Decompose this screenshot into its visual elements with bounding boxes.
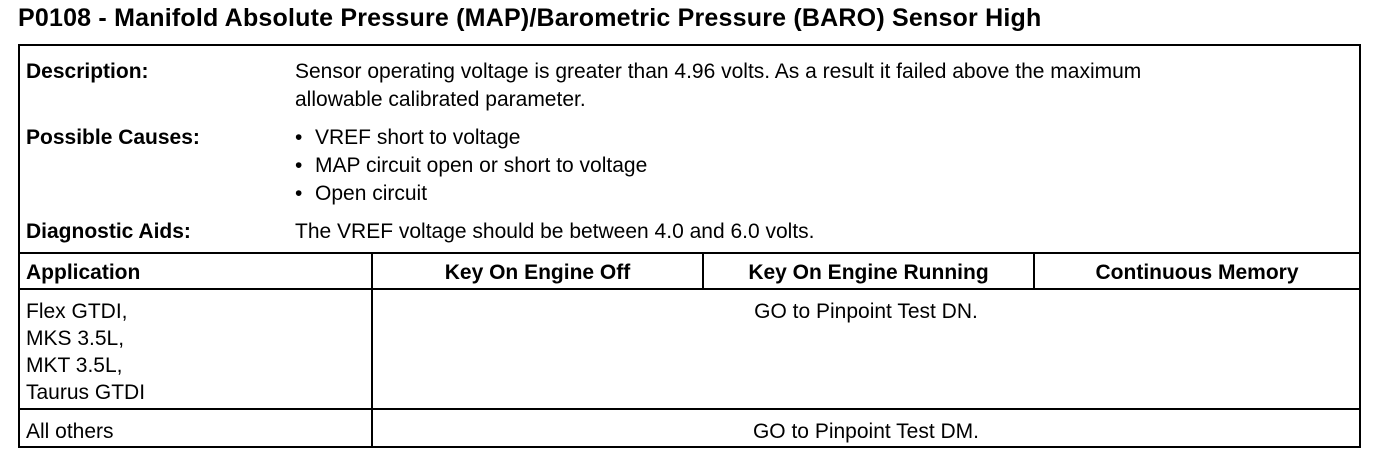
- cause-item: • MAP circuit open or short to voltage: [295, 152, 647, 180]
- description-text: [295, 58, 1141, 114]
- header-key-on-engine-running: Key On Engine Running: [748, 261, 989, 284]
- header-continuous-memory: Continuous Memory: [1095, 261, 1299, 284]
- possible-causes-label: Possible Causes:: [26, 126, 200, 149]
- description-line-2: allowable calibrated parameter.: [295, 88, 586, 111]
- diagnostic-aids-label: Diagnostic Aids:: [26, 220, 191, 243]
- divider-row-1: [20, 408, 1359, 410]
- application-item: MKT 3.5L,: [26, 354, 123, 377]
- application-item: Taurus GTDI: [26, 381, 146, 404]
- dtc-table: [18, 44, 1361, 448]
- divider-info-table: [20, 252, 1359, 254]
- diagnostic-aids-text: The VREF voltage should be between 4.0 and 6.0 volts.: [295, 220, 815, 243]
- cause-item: • Open circuit: [295, 180, 647, 208]
- cause-item: • VREF short to voltage: [295, 124, 647, 152]
- description-line-1: Sensor operating voltage is greater than 4.96 volts. As a result it failed above the maximum: [295, 60, 1142, 83]
- row-1-action: GO to Pinpoint Test DN.: [754, 300, 978, 323]
- description-label: Description:: [26, 60, 149, 83]
- row-2-action: GO to Pinpoint Test DM.: [752, 420, 980, 443]
- possible-causes-list: [295, 124, 647, 208]
- application-item: MKS 3.5L,: [26, 327, 125, 350]
- info-section: [20, 46, 1359, 254]
- row-1-applications: [26, 298, 145, 406]
- row-2-applications: All others: [26, 420, 114, 443]
- header-application: Application: [26, 261, 141, 284]
- header-key-on-engine-off: Key On Engine Off: [444, 261, 631, 284]
- application-item: Flex GTDI,: [26, 300, 128, 323]
- page-title: P0108 - Manifold Absolute Pressure (MAP)/Barometric Pressure (BARO) Sensor High: [18, 4, 1042, 32]
